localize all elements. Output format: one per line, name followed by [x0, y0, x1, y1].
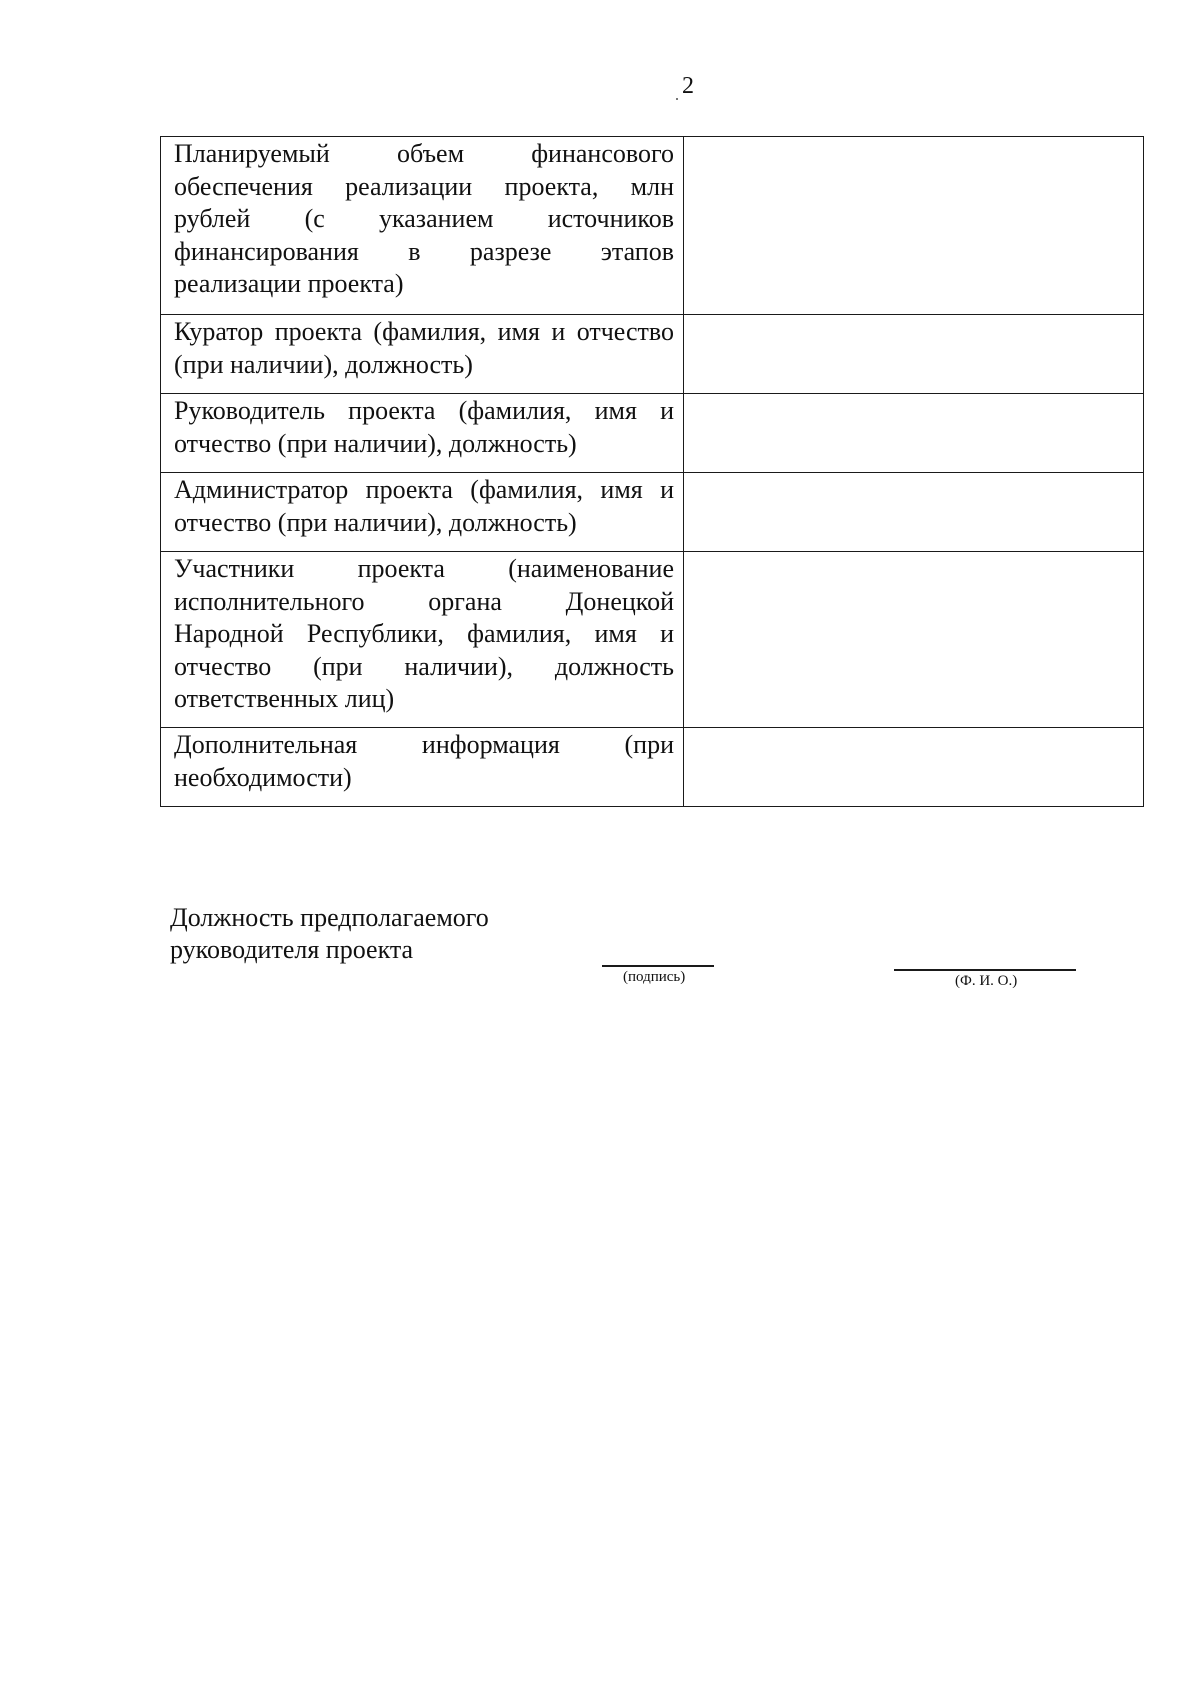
- row-label-curator: Куратор проекта (фамилия, имя и отчество (при наличии), должность): [161, 315, 684, 394]
- table-row: [161, 315, 1144, 394]
- signature-line: [602, 965, 714, 967]
- row-value-additional-info: [684, 728, 1144, 807]
- project-info-table: [160, 136, 1144, 807]
- page-number: 2: [682, 73, 694, 99]
- table-row: [161, 394, 1144, 473]
- table-row: [161, 137, 1144, 315]
- row-label-administrator: Администратор проекта (фамилия, имя и отчество (при наличии), должность): [161, 473, 684, 552]
- row-value-participants: [684, 552, 1144, 728]
- row-label-additional-info: Дополнительная информация (при необходимости): [161, 728, 684, 807]
- signature-position-label: [170, 902, 489, 966]
- signature-position-line-2: руководителя проекта: [170, 935, 414, 964]
- row-label-participants: Участники проекта (наименование исполнительного органа Донецкой Народной Республики, фамилия, имя и отчество (при наличии), должность ответственных лиц): [161, 552, 684, 728]
- full-name-line: [894, 969, 1076, 971]
- full-name-caption: (Ф. И. О.): [955, 973, 1018, 989]
- table-row: [161, 728, 1144, 807]
- table-row: [161, 473, 1144, 552]
- row-value-manager: [684, 394, 1144, 473]
- row-value-funding: [684, 137, 1144, 315]
- row-value-curator: [684, 315, 1144, 394]
- signature-position-line-1: Должность предполагаемого: [170, 903, 489, 932]
- row-label-manager: Руководитель проекта (фамилия, имя и отчество (при наличии), должность): [161, 394, 684, 473]
- scan-speck: [676, 98, 678, 100]
- row-value-administrator: [684, 473, 1144, 552]
- signature-caption: (подпись): [623, 969, 686, 985]
- row-label-funding: Планируемый объем финансового обеспечения реализации проекта, млн рублей (с указанием источников финансирования в разрезе этапов реализации проекта): [161, 137, 684, 315]
- table-row: [161, 552, 1144, 728]
